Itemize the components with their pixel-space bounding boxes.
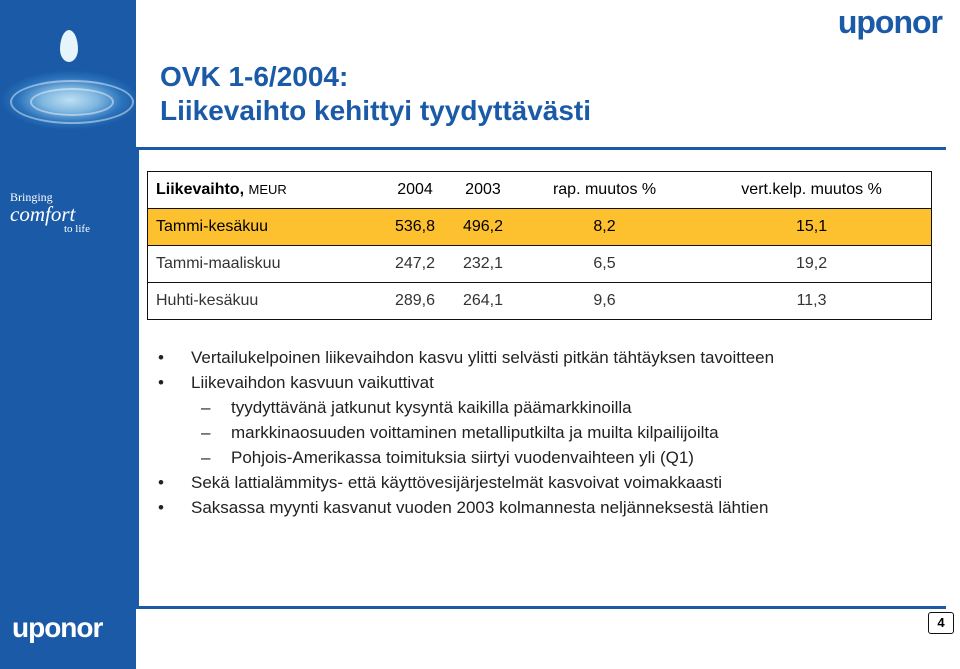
table-cell: 289,6 xyxy=(381,283,449,320)
water-drop-image xyxy=(0,0,136,160)
bullet-text: Liikevaihdon kasvuun vaikuttivat xyxy=(191,373,434,392)
slide-title xyxy=(160,60,591,128)
title-line-1: OVK 1-6/2004: xyxy=(160,61,349,92)
column-header: 2003 xyxy=(449,172,517,209)
dash-icon: – xyxy=(201,448,211,467)
tagline xyxy=(10,190,90,235)
bullet-icon: • xyxy=(158,498,164,517)
column-header: rap. muutos % xyxy=(517,172,692,209)
table-cell: 264,1 xyxy=(449,283,517,320)
bullet-icon: • xyxy=(158,348,164,367)
uponor-logo-bottom: uponor xyxy=(12,612,103,643)
row-label: Tammi-maaliskuu xyxy=(148,246,382,283)
table-cell: 9,6 xyxy=(517,283,692,320)
table-cell: 8,2 xyxy=(517,209,692,246)
frame-top-line xyxy=(136,147,946,150)
dash-icon: – xyxy=(201,423,211,442)
tagline-line-2: comfort xyxy=(10,202,76,226)
uponor-logo-top: uponor xyxy=(837,4,942,40)
bullet-item xyxy=(158,345,878,370)
bullet-icon: • xyxy=(158,473,164,492)
header-unit: MEUR xyxy=(248,182,287,197)
dash-icon: – xyxy=(201,398,211,417)
table-cell: 6,5 xyxy=(517,246,692,283)
table-cell: 11,3 xyxy=(692,283,931,320)
row-label: Tammi-kesäkuu xyxy=(148,209,382,246)
table-cell: 247,2 xyxy=(381,246,449,283)
tagline-line-3: to life xyxy=(64,223,90,235)
table-row xyxy=(148,209,932,246)
brand-sidebar xyxy=(0,0,136,669)
table-cell: 496,2 xyxy=(449,209,517,246)
bullet-item xyxy=(158,495,878,520)
table-header-row xyxy=(148,172,932,209)
bullet-text: Vertailukelpoinen liikevaihdon kasvu ylitti selvästi pitkän tähtäyksen tavoitteen xyxy=(191,348,775,367)
row-label: Huhti-kesäkuu xyxy=(148,283,382,320)
sub-bullet-item xyxy=(191,395,878,420)
tagline-line-1: Bringing xyxy=(10,190,53,204)
column-header: 2004 xyxy=(381,172,449,209)
bullet-icon: • xyxy=(158,373,164,392)
sub-bullet-text: Pohjois-Amerikassa toimituksia siirtyi vuodenvaihteen yli (Q1) xyxy=(231,448,694,467)
title-line-2: Liikevaihto kehittyi tyydyttävästi xyxy=(160,95,592,126)
table-header-label xyxy=(148,172,382,209)
bullet-list xyxy=(158,345,878,520)
header-title: Liikevaihto, xyxy=(156,181,245,198)
bullet-item xyxy=(158,470,878,495)
table-row xyxy=(148,246,932,283)
frame-left-line xyxy=(136,147,139,607)
revenue-table xyxy=(147,171,932,320)
table-row xyxy=(148,283,932,320)
table-cell: 15,1 xyxy=(692,209,931,246)
bullet-text: Saksassa myynti kasvanut vuoden 2003 kolmannesta neljänneksestä lähtien xyxy=(191,498,769,517)
column-header: vert.kelp. muutos % xyxy=(692,172,931,209)
bullet-text: Sekä lattialämmitys- että käyttövesijärjestelmät kasvoivat voimakkaasti xyxy=(191,473,722,492)
sub-bullet-text: markkinaosuuden voittaminen metalliputkilta ja muilta kilpailijoilta xyxy=(231,423,719,442)
sub-bullet-item xyxy=(191,420,878,445)
table-cell: 232,1 xyxy=(449,246,517,283)
page-number: 4 xyxy=(928,612,954,634)
frame-bottom-line xyxy=(136,606,946,609)
sub-bullet-list xyxy=(191,395,878,470)
sub-bullet-text: tyydyttävänä jatkunut kysyntä kaikilla päämarkkinoilla xyxy=(231,398,632,417)
sub-bullet-item xyxy=(191,445,878,470)
table-cell: 19,2 xyxy=(692,246,931,283)
bullet-item xyxy=(158,370,878,470)
table-cell: 536,8 xyxy=(381,209,449,246)
